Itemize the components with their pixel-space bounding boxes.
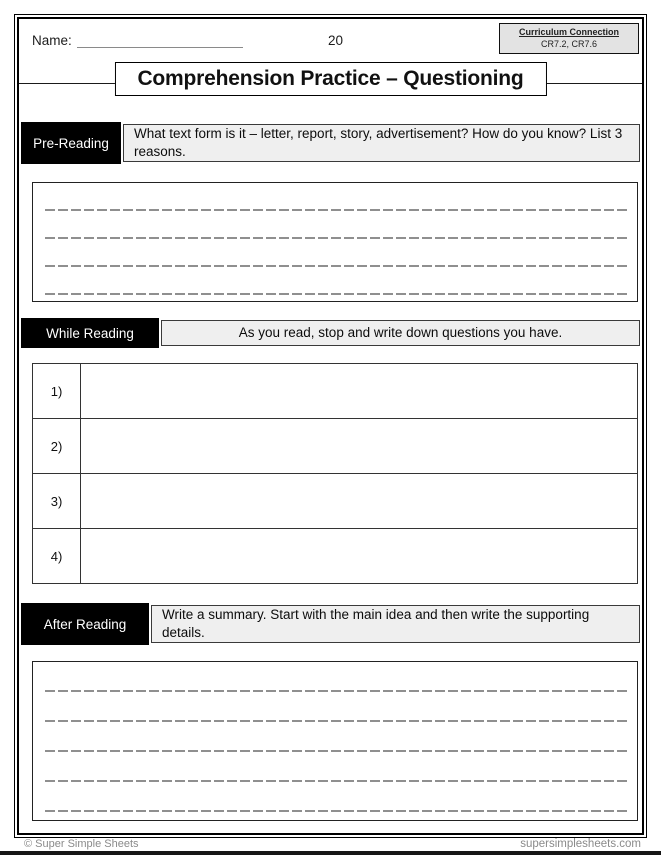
- writing-line: [33, 267, 637, 295]
- after-reading-section-header: [21, 603, 640, 645]
- question-answer-cell: [81, 364, 638, 419]
- writing-line: [33, 722, 637, 752]
- curriculum-connection-badge: [499, 23, 639, 54]
- question-number: 2): [33, 419, 81, 474]
- after-reading-label: After Reading: [21, 603, 149, 645]
- after-reading-instruction: Write a summary. Start with the main idea and then write the supporting details.: [151, 605, 640, 643]
- question-number: 3): [33, 474, 81, 529]
- question-answer-cell: [81, 474, 638, 529]
- pre-reading-label: Pre-Reading: [21, 122, 121, 164]
- writing-line: [33, 752, 637, 782]
- name-label: Name:: [32, 33, 72, 48]
- name-field: [32, 33, 243, 48]
- name-blank-line: [77, 34, 243, 48]
- question-row: [33, 474, 638, 529]
- while-reading-label: While Reading: [21, 318, 159, 348]
- worksheet-page: [17, 17, 644, 835]
- question-answer-cell: [81, 419, 638, 474]
- question-number: 4): [33, 529, 81, 584]
- curriculum-codes: CR7.2, CR7.6: [540, 38, 598, 49]
- pre-reading-section-header: [21, 122, 640, 164]
- copyright-text: © Super Simple Sheets: [24, 838, 139, 850]
- website-text: supersimplesheets.com: [520, 838, 641, 850]
- question-row: [33, 364, 638, 419]
- page-title: Comprehension Practice – Questioning: [114, 62, 546, 96]
- writing-line: [33, 211, 637, 239]
- page-edge-strip: [0, 851, 661, 855]
- pre-reading-instruction: What text form is it – letter, report, story, advertisement? How do you know? List 3 reasons.: [123, 124, 640, 162]
- question-answer-cell: [81, 529, 638, 584]
- curriculum-title: Curriculum Connection: [518, 27, 619, 37]
- title-area: [21, 62, 640, 108]
- page-number: 20: [327, 33, 344, 48]
- questions-table: [32, 363, 638, 584]
- writing-line: [33, 782, 637, 812]
- writing-line: [33, 239, 637, 267]
- question-number: 1): [33, 364, 81, 419]
- after-reading-answer-box: [32, 661, 638, 821]
- header: [32, 21, 639, 54]
- while-reading-instruction: As you read, stop and write down questions you have.: [161, 320, 640, 346]
- writing-line: [33, 692, 637, 722]
- while-reading-section-header: [21, 318, 640, 348]
- writing-line: [33, 662, 637, 692]
- writing-line: [33, 183, 637, 211]
- footer: [24, 838, 641, 850]
- page-border: [14, 14, 647, 838]
- pre-reading-answer-box: [32, 182, 638, 302]
- question-row: [33, 529, 638, 584]
- question-row: [33, 419, 638, 474]
